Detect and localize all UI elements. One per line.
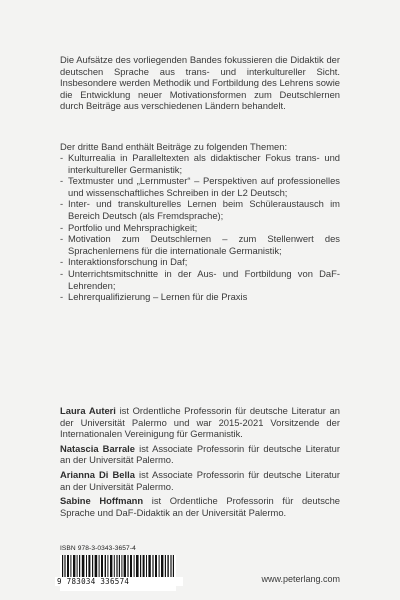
author-bio xyxy=(60,443,340,466)
author-bio xyxy=(60,405,340,440)
topic-item xyxy=(60,222,340,234)
dash-bullet: - xyxy=(60,152,64,163)
dash-bullet: - xyxy=(60,267,64,279)
topic-text: Motivation zum Deutschlernen – zum Stellenwert des Sprachenlernens für die internationale Germanistik; xyxy=(68,233,340,256)
author-name: Laura Auteri xyxy=(60,405,116,416)
topic-item xyxy=(60,198,340,221)
author-name: Sabine Hoffmann xyxy=(60,495,144,507)
topic-item xyxy=(60,268,340,291)
dash-bullet: - xyxy=(60,233,64,245)
author-description: ist Associate Professorin für deutsche Literatur an der Universität Palermo. xyxy=(60,442,340,466)
topic-item xyxy=(60,152,340,175)
author-name: Natascia Barrale xyxy=(60,442,135,454)
author-bio xyxy=(60,495,340,518)
topic-text: Portfolio und Mehrsprachigkeit; xyxy=(68,221,198,233)
topic-text: Unterrichtsmitschnitte in der Aus- und Fortbildung von DaF-Lehrenden; xyxy=(68,267,340,291)
author-description: ist Associate Professorin für deutsche Literatur an der Universität Palermo. xyxy=(60,468,340,492)
author-name: Arianna Di Bella xyxy=(60,468,135,480)
topic-item xyxy=(60,233,340,256)
publisher-website: www.peterlang.com xyxy=(261,574,340,584)
topic-item xyxy=(60,175,340,198)
topics-intro: Der dritte Band enthält Beiträge zu folgenden Themen: xyxy=(60,141,288,152)
dash-bullet: - xyxy=(60,291,64,303)
isbn-label: ISBN 978-3-0343-3657-4 xyxy=(60,545,136,552)
barcode-digits: 9 783034 336574 xyxy=(55,577,183,586)
author-bio xyxy=(60,469,340,492)
topic-item xyxy=(60,291,340,303)
topic-text: Kulturrealia in Paralleltexten als didaktischer Fokus trans- und interkultureller Germanistik; xyxy=(68,152,340,175)
author-bios xyxy=(60,405,340,521)
dash-bullet: - xyxy=(60,198,64,210)
topic-text: Lehrerqualifizierung – Lernen für die Praxis xyxy=(68,291,248,303)
blurb-text: Die Aufsätze des vorliegenden Bandes fokussieren die Didaktik der deutschen Sprache aus trans- und interkultureller Sicht. Insbesondere werden Methodik und Fortbildung des Lehrens sowie die Entwicklung neuer Motivationsformen zum Deutschlernen durch Beiträge aus verschiedenen Ländern behandelt. xyxy=(60,54,340,112)
dash-bullet: - xyxy=(60,175,64,187)
topic-text: Interaktionsforschung in Daf; xyxy=(68,256,188,268)
dash-bullet: - xyxy=(60,256,64,268)
topic-text: Inter- und transkulturelles Lernen beim Schüleraustausch im Bereich Deutsch (als Fremdsprache); xyxy=(68,198,340,221)
author-description: ist Ordentliche Professorin für deutsche Literatur an der Universität Palermo und war 2015-2021 Vorsitzende der Internationalen Vereinigung für Germanistik. xyxy=(60,405,340,440)
topic-text: Textmuster und „Lernmuster“ – Perspektiven auf professionelles und wissenschaftliches Schreiben in der L2 Deutsch; xyxy=(68,175,340,198)
dash-bullet: - xyxy=(60,221,64,233)
topic-item xyxy=(60,256,340,268)
author-description: ist Ordentliche Professorin für deutsche Sprache und DaF-Didaktik an der Universität Palermo. xyxy=(60,495,341,518)
topics-list xyxy=(60,152,340,303)
